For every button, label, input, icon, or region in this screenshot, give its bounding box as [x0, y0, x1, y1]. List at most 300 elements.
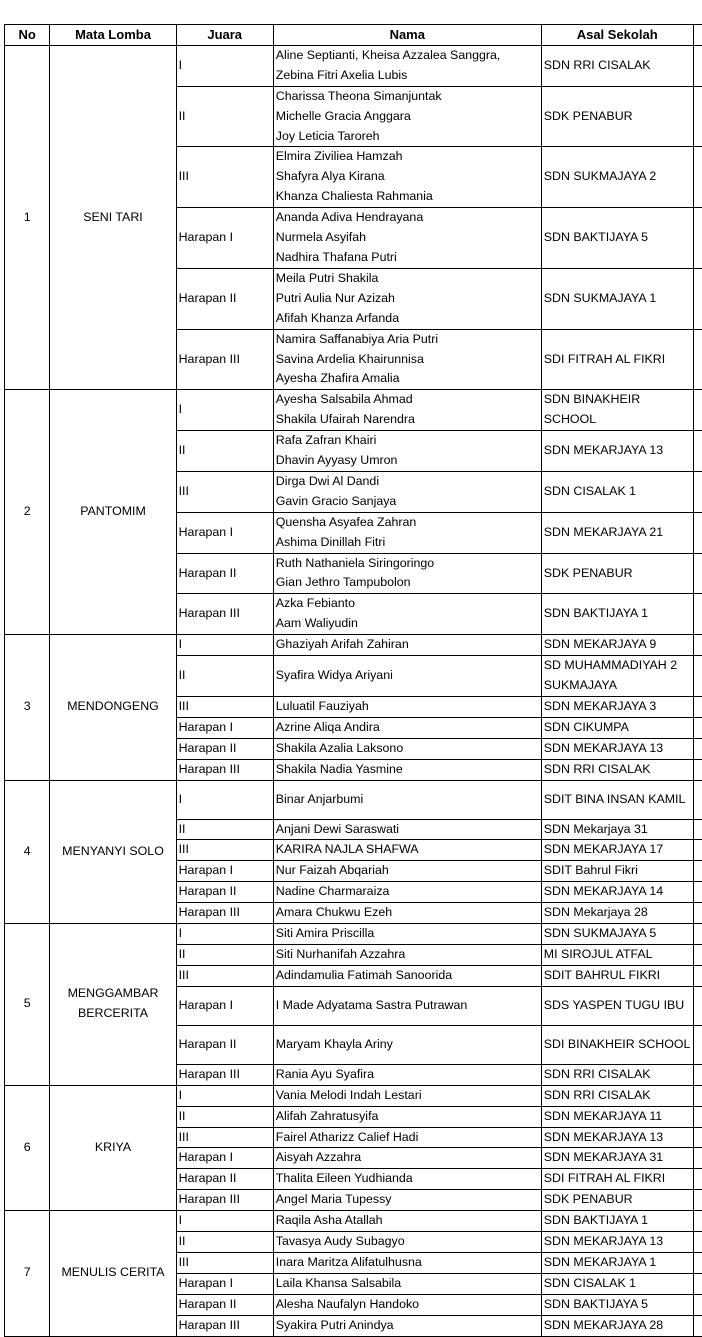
sekolah-line: SDN BAKTIJAYA 1 [544, 1211, 691, 1231]
spacer-cell [693, 390, 702, 431]
sekolah-line: SDIT BINA INSAN KAMIL [544, 790, 691, 810]
juara-cell: III [176, 696, 273, 717]
juara-cell: II [176, 1232, 273, 1253]
asal-sekolah-cell [541, 1106, 693, 1127]
juara-cell: II [176, 819, 273, 840]
spacer-cell [693, 431, 702, 472]
juara-cell: III [176, 840, 273, 861]
juara-cell: Harapan III [176, 1064, 273, 1085]
asal-sekolah-cell [541, 1252, 693, 1273]
juara-cell: I [176, 924, 273, 945]
spacer-cell [693, 819, 702, 840]
nama-line: Nur Faizah Abqariah [276, 861, 539, 881]
asal-sekolah-cell [541, 1294, 693, 1315]
nama-line: Alifah Zahratusyifa [276, 1107, 539, 1127]
sekolah-line: SDN RRI CISALAK [544, 1086, 691, 1106]
nama-line: I Made Adyatama Sastra Putrawan [276, 996, 539, 1016]
nama-cell [273, 819, 541, 840]
header-no: No [5, 25, 50, 46]
spacer-cell [693, 594, 702, 635]
nama-line: Ghaziyah Arifah Zahiran [276, 635, 539, 655]
juara-cell: Harapan III [176, 594, 273, 635]
nama-cell [273, 1315, 541, 1336]
juara-cell: Harapan I [176, 512, 273, 553]
nama-cell [273, 1190, 541, 1211]
spacer-cell [693, 1232, 702, 1253]
sekolah-line: SDN MEKARJAYA 13 [544, 739, 691, 759]
juara-cell: I [176, 1211, 273, 1232]
nama-cell [273, 390, 541, 431]
nama-line: Joy Leticia Taroreh [276, 127, 539, 147]
nama-line: Fairel Atharizz Calief Hadi [276, 1128, 539, 1148]
juara-cell: Harapan III [176, 329, 273, 390]
juara-cell: Harapan I [176, 717, 273, 738]
juara-cell: I [176, 780, 273, 819]
no-cell: 1 [5, 45, 50, 389]
sekolah-line: SDN MEKARJAYA 13 [544, 441, 691, 461]
sekolah-line: SDN Mekarjaya 31 [544, 820, 691, 840]
nama-line: Ayesha Salsabila Ahmad [276, 390, 539, 410]
asal-sekolah-cell [541, 780, 693, 819]
asal-sekolah-cell [541, 1169, 693, 1190]
nama-cell [273, 738, 541, 759]
spacer-cell [693, 471, 702, 512]
spacer-cell [693, 1211, 702, 1232]
sekolah-line: SD MUHAMMADIYAH 2 [544, 656, 691, 676]
sekolah-line: SDN SUKMAJAYA 2 [544, 167, 691, 187]
table-row [5, 45, 702, 86]
spacer-cell [693, 1252, 702, 1273]
nama-line: Syakira Putri Anindya [276, 1316, 539, 1336]
nama-cell [273, 882, 541, 903]
nama-cell [273, 944, 541, 965]
nama-line: Rafa Zafran Khairi [276, 431, 539, 451]
juara-cell: Harapan II [176, 553, 273, 594]
nama-cell [273, 717, 541, 738]
nama-cell [273, 903, 541, 924]
nama-line: Dhavin Ayyasy Umron [276, 451, 539, 471]
juara-cell: II [176, 1106, 273, 1127]
nama-line: Adindamulia Fatimah Sanoorida [276, 966, 539, 986]
spacer-cell [693, 1106, 702, 1127]
spacer-cell [693, 1169, 702, 1190]
juara-cell: Harapan I [176, 1148, 273, 1169]
nama-cell [273, 594, 541, 635]
nama-line: Dirga Dwi Al Dandi [276, 472, 539, 492]
nama-line: Tavasya Audy Subagyo [276, 1232, 539, 1252]
juara-cell: III [176, 1127, 273, 1148]
spacer-cell [693, 635, 702, 656]
spacer-cell [693, 717, 702, 738]
nama-line: Anjani Dewi Saraswati [276, 820, 539, 840]
sekolah-line: SDN MEKARJAYA 13 [544, 1232, 691, 1252]
asal-sekolah-cell [541, 471, 693, 512]
mata-lomba-cell [50, 780, 176, 924]
nama-line: Ayesha Zhafira Amalia [276, 369, 539, 389]
sekolah-line: SDN BAKTIJAYA 5 [544, 1295, 691, 1315]
juara-cell: III [176, 471, 273, 512]
spacer-cell [693, 1085, 702, 1106]
asal-sekolah-cell [541, 965, 693, 986]
nama-cell [273, 656, 541, 697]
nama-cell [273, 268, 541, 329]
spacer-cell [693, 1025, 702, 1064]
juara-cell: I [176, 390, 273, 431]
spacer-cell [693, 1148, 702, 1169]
asal-sekolah-cell [541, 1273, 693, 1294]
juara-cell: Harapan II [176, 1025, 273, 1064]
asal-sekolah-cell [541, 924, 693, 945]
table-row [5, 1211, 702, 1232]
nama-cell [273, 512, 541, 553]
juara-cell: II [176, 86, 273, 147]
spacer-cell [693, 45, 702, 86]
spacer-cell [693, 986, 702, 1025]
sekolah-line: SUKMAJAYA [544, 676, 691, 696]
asal-sekolah-cell [541, 147, 693, 208]
table-row [5, 780, 702, 819]
nama-cell [273, 635, 541, 656]
sekolah-line: SDIT Bahrul Fikri [544, 861, 691, 881]
nama-line: Shakila Nadia Yasmine [276, 760, 539, 780]
asal-sekolah-cell [541, 1127, 693, 1148]
sekolah-line: SDN RRI CISALAK [544, 760, 691, 780]
nama-line: Azrine Aliqa Andira [276, 718, 539, 738]
nama-line: Ananda Adiva Hendrayana [276, 208, 539, 228]
nama-line: Raqila Asha Atallah [276, 1211, 539, 1231]
sekolah-line: SDN MEKARJAYA 11 [544, 1107, 691, 1127]
nama-cell [273, 1064, 541, 1085]
asal-sekolah-cell [541, 390, 693, 431]
sekolah-line: SDN BINAKHEIR [544, 390, 691, 410]
asal-sekolah-cell [541, 1190, 693, 1211]
juara-cell: Harapan I [176, 1273, 273, 1294]
sekolah-line: SDI BINAKHEIR SCHOOL [544, 1035, 691, 1055]
asal-sekolah-cell [541, 1315, 693, 1336]
spacer-cell [693, 840, 702, 861]
sekolah-line: SDN MEKARJAYA 9 [544, 635, 691, 655]
nama-line: Namira Saffanabiya Aria Putri [276, 330, 539, 350]
asal-sekolah-cell [541, 1085, 693, 1106]
spacer-cell [693, 329, 702, 390]
nama-line: Angel Maria Tupessy [276, 1190, 539, 1210]
header-row [5, 25, 702, 46]
juara-cell: Harapan II [176, 738, 273, 759]
sekolah-line: SCHOOL [544, 410, 691, 430]
asal-sekolah-cell [541, 861, 693, 882]
nama-cell [273, 1211, 541, 1232]
nama-line: Thalita Eileen Yudhianda [276, 1169, 539, 1189]
spacer-cell [693, 696, 702, 717]
sekolah-line: SDN MEKARJAYA 31 [544, 1148, 691, 1168]
asal-sekolah-cell [541, 882, 693, 903]
nama-cell [273, 431, 541, 472]
asal-sekolah-cell [541, 86, 693, 147]
asal-sekolah-cell [541, 1148, 693, 1169]
asal-sekolah-cell [541, 717, 693, 738]
asal-sekolah-cell [541, 1232, 693, 1253]
no-cell: 2 [5, 390, 50, 635]
spacer-cell [693, 924, 702, 945]
header-mata-lomba: Mata Lomba [50, 25, 176, 46]
sekolah-line: SDI FITRAH AL FIKRI [544, 350, 691, 370]
asal-sekolah-cell [541, 986, 693, 1025]
table-body [5, 45, 702, 1336]
nama-cell [273, 924, 541, 945]
sekolah-line: SDN RRI CISALAK [544, 56, 691, 76]
spacer-cell [693, 1064, 702, 1085]
nama-line: Meila Putri Shakila [276, 269, 539, 289]
header-nama: Nama [273, 25, 541, 46]
nama-cell [273, 1169, 541, 1190]
asal-sekolah-cell [541, 944, 693, 965]
sekolah-line: SDN MEKARJAYA 28 [544, 1316, 691, 1336]
sekolah-line: SDS YASPEN TUGU IBU [544, 996, 691, 1016]
nama-line: Alesha Naufalyn Handoko [276, 1295, 539, 1315]
mata-lomba-line: SENI TARI [52, 208, 173, 228]
juara-cell: Harapan III [176, 1190, 273, 1211]
nama-line: Aisyah Azzahra [276, 1148, 539, 1168]
sekolah-line: SDN MEKARJAYA 17 [544, 840, 691, 860]
sekolah-line: SDN MEKARJAYA 3 [544, 697, 691, 717]
nama-cell [273, 1232, 541, 1253]
nama-line: Khanza Chaliesta Rahmania [276, 187, 539, 207]
nama-line: Shakila Ufairah Narendra [276, 410, 539, 430]
nama-line: Shakila Azalia Laksono [276, 739, 539, 759]
nama-line: Aline Septianti, Kheisa Azzalea Sanggra, [276, 46, 539, 66]
nama-line: Maryam Khayla Ariny [276, 1035, 539, 1055]
nama-line: Aam Waliyudin [276, 614, 539, 634]
juara-cell: Harapan II [176, 268, 273, 329]
nama-line: Binar Anjarbumi [276, 790, 539, 810]
mata-lomba-line: PANTOMIM [52, 502, 173, 522]
no-cell: 7 [5, 1211, 50, 1336]
nama-cell [273, 861, 541, 882]
spacer-cell [693, 553, 702, 594]
spacer-cell [693, 1127, 702, 1148]
nama-cell [273, 86, 541, 147]
asal-sekolah-cell [541, 45, 693, 86]
header-juara: Juara [176, 25, 273, 46]
spacer-cell [693, 1294, 702, 1315]
asal-sekolah-cell [541, 1025, 693, 1064]
sekolah-line: SDN CISALAK 1 [544, 482, 691, 502]
nama-line: Shafyra Alya Kirana [276, 167, 539, 187]
asal-sekolah-cell [541, 903, 693, 924]
spacer-cell [693, 861, 702, 882]
nama-line: Azka Febianto [276, 594, 539, 614]
juara-cell: Harapan II [176, 882, 273, 903]
nama-line: Gavin Gracio Sanjaya [276, 492, 539, 512]
sekolah-line: SDN BAKTIJAYA 1 [544, 604, 691, 624]
nama-cell [273, 471, 541, 512]
nama-cell [273, 1025, 541, 1064]
mata-lomba-line: MENULIS CERITA [52, 1263, 173, 1283]
spacer-cell [693, 656, 702, 697]
juara-cell: Harapan II [176, 1294, 273, 1315]
nama-cell [273, 1148, 541, 1169]
nama-line: Charissa Theona Simanjuntak [276, 87, 539, 107]
sekolah-line: SDN CIKUMPA [544, 718, 691, 738]
asal-sekolah-cell [541, 656, 693, 697]
spacer-cell [693, 512, 702, 553]
nama-cell [273, 986, 541, 1025]
nama-line: Elmira Ziviliea Hamzah [276, 147, 539, 167]
nama-line: Vania Melodi Indah Lestari [276, 1086, 539, 1106]
spacer-cell [693, 738, 702, 759]
asal-sekolah-cell [541, 635, 693, 656]
spacer-cell [693, 86, 702, 147]
winners-table [4, 24, 702, 1337]
sekolah-line: SDI FITRAH AL FIKRI [544, 1169, 691, 1189]
spacer-cell [693, 903, 702, 924]
spacer-cell [693, 1190, 702, 1211]
juara-cell: II [176, 656, 273, 697]
nama-cell [273, 329, 541, 390]
nama-cell [273, 1273, 541, 1294]
nama-line: Michelle Gracia Anggara [276, 107, 539, 127]
nama-line: Savina Ardelia Khairunnisa [276, 350, 539, 370]
sekolah-line: SDN SUKMAJAYA 1 [544, 289, 691, 309]
table-row [5, 924, 702, 945]
mata-lomba-cell [50, 45, 176, 389]
sekolah-line: SDN MEKARJAYA 13 [544, 1128, 691, 1148]
sekolah-line: SDN MEKARJAYA 21 [544, 523, 691, 543]
mata-lomba-cell [50, 390, 176, 635]
nama-line: Quensha Asyafea Zahran [276, 513, 539, 533]
mata-lomba-cell [50, 635, 176, 780]
nama-line: KARIRA NAJLA SHAFWA [276, 840, 539, 860]
spacer-cell [693, 147, 702, 208]
juara-cell: III [176, 965, 273, 986]
asal-sekolah-cell [541, 759, 693, 780]
nama-line: Luluatil Fauziyah [276, 697, 539, 717]
nama-line: Siti Amira Priscilla [276, 924, 539, 944]
nama-cell [273, 553, 541, 594]
nama-line: Inara Maritza Alifatulhusna [276, 1253, 539, 1273]
nama-line: Laila Khansa Salsabila [276, 1274, 539, 1294]
asal-sekolah-cell [541, 512, 693, 553]
nama-line: Syafira Widya Ariyani [276, 666, 539, 686]
juara-cell: III [176, 1252, 273, 1273]
mata-lomba-line: MENGGAMBAR [52, 984, 173, 1004]
juara-cell: III [176, 147, 273, 208]
mata-lomba-cell [50, 1085, 176, 1210]
nama-cell [273, 1106, 541, 1127]
sekolah-line: SDN MEKARJAYA 14 [544, 882, 691, 902]
header-asal-sekolah: Asal Sekolah [541, 25, 693, 46]
juara-cell: Harapan I [176, 208, 273, 269]
juara-cell: Harapan I [176, 986, 273, 1025]
asal-sekolah-cell [541, 594, 693, 635]
nama-cell [273, 208, 541, 269]
nama-cell [273, 1252, 541, 1273]
nama-cell [273, 780, 541, 819]
asal-sekolah-cell [541, 696, 693, 717]
sekolah-line: SDN CISALAK 1 [544, 1274, 691, 1294]
sekolah-line: SDN BAKTIJAYA 5 [544, 228, 691, 248]
nama-cell [273, 1127, 541, 1148]
sekolah-line: MI SIROJUL ATFAL [544, 945, 691, 965]
mata-lomba-line: KRIYA [52, 1138, 173, 1158]
sekolah-line: SDN MEKARJAYA 1 [544, 1253, 691, 1273]
mata-lomba-cell [50, 1211, 176, 1336]
no-cell: 4 [5, 780, 50, 924]
nama-line: Nadhira Thafana Putri [276, 248, 539, 268]
mata-lomba-cell [50, 924, 176, 1086]
spacer-cell [693, 944, 702, 965]
asal-sekolah-cell [541, 1064, 693, 1085]
spacer-cell [693, 965, 702, 986]
nama-line: Nadine Charmaraiza [276, 882, 539, 902]
sekolah-line: SDN Mekarjaya 28 [544, 903, 691, 923]
sekolah-line: SDK PENABUR [544, 564, 691, 584]
nama-cell [273, 696, 541, 717]
asal-sekolah-cell [541, 268, 693, 329]
sekolah-line: SDN SUKMAJAYA 5 [544, 924, 691, 944]
asal-sekolah-cell [541, 431, 693, 472]
spacer-cell [693, 268, 702, 329]
spacer-cell [693, 780, 702, 819]
nama-cell [273, 759, 541, 780]
nama-line: Siti Nurhanifah Azzahra [276, 945, 539, 965]
header-spacer [693, 25, 702, 46]
spacer-cell [693, 759, 702, 780]
sekolah-line: SDIT BAHRUL FIKRI [544, 966, 691, 986]
no-cell: 5 [5, 924, 50, 1086]
spacer-cell [693, 1315, 702, 1336]
juara-cell: II [176, 944, 273, 965]
juara-cell: Harapan III [176, 1315, 273, 1336]
nama-cell [273, 840, 541, 861]
juara-cell: Harapan III [176, 903, 273, 924]
nama-line: Gian Jethro Tampubolon [276, 573, 539, 593]
table-row [5, 390, 702, 431]
nama-line: Amara Chukwu Ezeh [276, 903, 539, 923]
nama-cell [273, 45, 541, 86]
asal-sekolah-cell [541, 840, 693, 861]
sekolah-line: SDK PENABUR [544, 107, 691, 127]
juara-cell: Harapan I [176, 861, 273, 882]
mata-lomba-line: MENDONGENG [52, 697, 173, 717]
nama-line: Ruth Nathaniela Siringoringo [276, 554, 539, 574]
sekolah-line: SDN RRI CISALAK [544, 1065, 691, 1085]
asal-sekolah-cell [541, 329, 693, 390]
juara-cell: II [176, 431, 273, 472]
no-cell: 3 [5, 635, 50, 780]
nama-line: Zebina Fitri Axelia Lubis [276, 66, 539, 86]
nama-line: Nurmela Asyifah [276, 228, 539, 248]
juara-cell: I [176, 635, 273, 656]
nama-line: Afifah Khanza Arfanda [276, 309, 539, 329]
asal-sekolah-cell [541, 208, 693, 269]
juara-cell: Harapan III [176, 759, 273, 780]
nama-line: Rania Ayu Syafira [276, 1065, 539, 1085]
asal-sekolah-cell [541, 553, 693, 594]
juara-cell: I [176, 45, 273, 86]
nama-cell [273, 1294, 541, 1315]
nama-cell [273, 147, 541, 208]
spacer-cell [693, 882, 702, 903]
asal-sekolah-cell [541, 819, 693, 840]
nama-cell [273, 965, 541, 986]
asal-sekolah-cell [541, 1211, 693, 1232]
asal-sekolah-cell [541, 738, 693, 759]
table-row [5, 635, 702, 656]
mata-lomba-line: BERCERITA [52, 1004, 173, 1024]
nama-cell [273, 1085, 541, 1106]
table-row [5, 1085, 702, 1106]
